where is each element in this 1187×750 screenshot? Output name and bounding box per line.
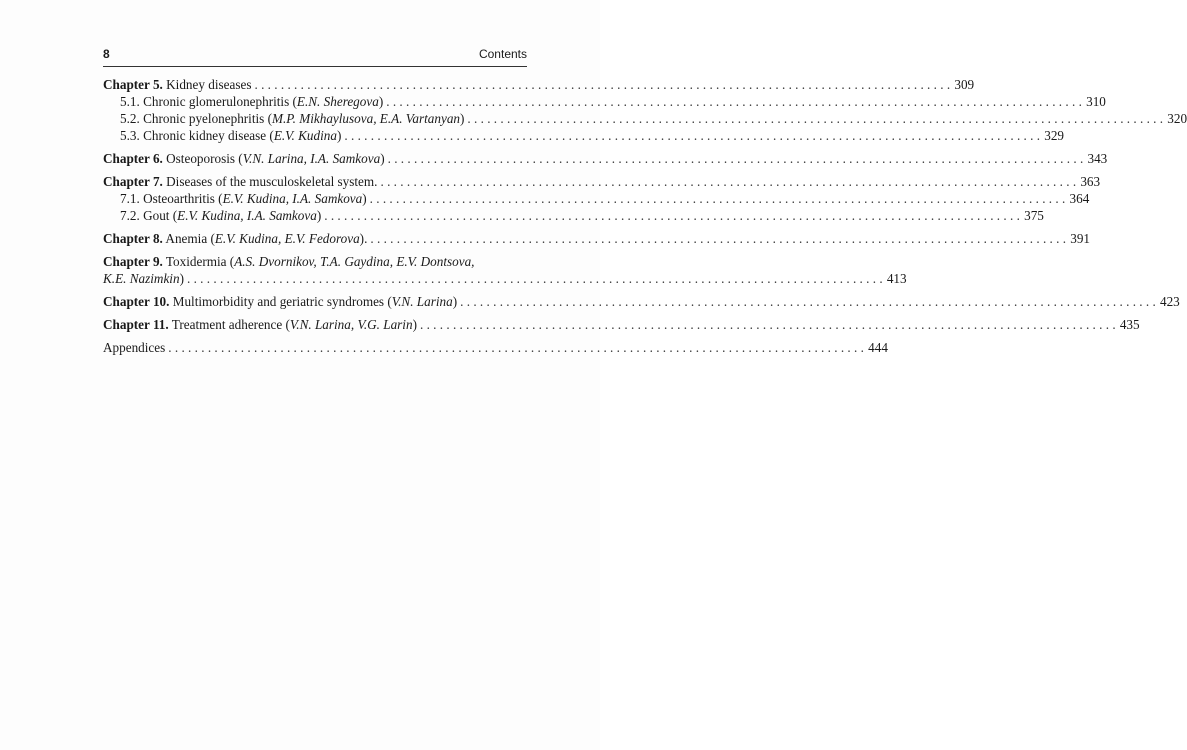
chapter-label: Chapter 6.: [103, 151, 163, 166]
section-title: 5.2. Chronic pyelonephritis (: [120, 111, 272, 126]
toc-group-appendices: [103, 339, 888, 356]
chapter-authors: A.S. Dvornikov, T.A. Gaydina, E.V. Dontsova,: [234, 254, 475, 269]
page-ref: 435: [1119, 317, 1140, 332]
toc-entry-chapter-11[interactable]: Chapter 11. Treatment adherence (V.N. Larina, V.G. Larin) . . . 435: [103, 316, 527, 333]
chapter-authors: V.N. Larina, I.A. Samkova: [242, 151, 381, 166]
leader-dots: [457, 293, 1158, 310]
chapter-label: Chapter 5.: [103, 77, 163, 92]
leader-dots: [464, 110, 1165, 127]
toc-group-chapter-5: [103, 76, 1187, 144]
toc-entry-chapter-10[interactable]: Chapter 10. Multimorbidity and geriatric syndromes (V.N. Larina) . . . 423: [103, 293, 527, 310]
chapter-label: Chapter 10.: [103, 294, 170, 309]
section-title: 7.1. Osteoarthritis (: [120, 191, 223, 206]
toc-entry-section-7-1[interactable]: 7.1. Osteoarthritis (E.V. Kudina, I.A. Samkova) . . . 364: [103, 190, 527, 207]
page-ref: 375: [1024, 208, 1044, 223]
toc-group-chapter-9: [103, 253, 907, 287]
toc-entry-chapter-8[interactable]: Chapter 8. Anemia (E.V. Kudina, E.V. Fedorova). . . . 391: [103, 230, 527, 247]
appendices-title: Appendices: [103, 340, 166, 355]
chapter-title: Multimorbidity and geriatric syndromes (: [172, 294, 392, 309]
leader-dots: [251, 76, 952, 93]
leader-dots: [165, 339, 866, 356]
toc-group-chapter-8: [103, 230, 1091, 247]
running-head: Contents: [478, 47, 527, 61]
chapter-label: Chapter 8.: [103, 231, 163, 246]
leader-dots: [367, 190, 1068, 207]
section-authors: E.V. Kudina, I.A. Samkova: [177, 208, 317, 223]
section-authors: E.V. Kudina: [273, 128, 337, 143]
toc-entry-chapter-5[interactable]: [103, 76, 975, 93]
toc-entry-chapter-6[interactable]: Chapter 6. Osteoporosis (V.N. Larina, I.A. Samkova) . . . 343: [103, 150, 527, 167]
page-ref: 310: [1086, 94, 1106, 109]
page-ref: 391: [1070, 231, 1091, 246]
section-authors: E.N. Sheregova: [296, 94, 379, 109]
chapter-label: Chapter 9.: [103, 254, 163, 269]
toc-group-chapter-10: [103, 293, 1180, 310]
page-ref: 329: [1044, 128, 1065, 143]
chapter-title: Anemia (: [165, 231, 215, 246]
page-ref: 343: [1087, 151, 1108, 166]
toc-entry-appendices[interactable]: [103, 339, 888, 356]
header-rule: [103, 66, 527, 67]
leader-dots: [184, 270, 885, 287]
toc-entry-section-7-2[interactable]: 7.2. Gout (E.V. Kudina, I.A. Samkova) . . . 375: [103, 207, 527, 224]
leader-dots: [321, 207, 1022, 224]
page-ref: 423: [1159, 294, 1180, 309]
chapter-authors: V.N. Larina, V.G. Larin: [289, 317, 413, 332]
page-ref: 320: [1167, 111, 1187, 126]
page-ref: 364: [1069, 191, 1090, 206]
leader-dots: [341, 127, 1042, 144]
toc-entry-chapter-9-line-1[interactable]: [103, 253, 527, 270]
leader-dots: [367, 230, 1068, 247]
chapter-title: Kidney diseases: [166, 77, 252, 92]
page-ref: 309: [954, 77, 975, 92]
toc-group-chapter-6: [103, 150, 1108, 167]
chapter-authors: E.V. Kudina, E.V. Fedorova: [214, 231, 360, 246]
section-title: 5.3. Chronic kidney disease (: [120, 128, 274, 143]
toc-entry-section-5-3[interactable]: 5.3. Chronic kidney disease (E.V. Kudina) . . . 329: [103, 127, 527, 144]
section-title: 5.1. Chronic glomerulonephritis (: [120, 94, 297, 109]
chapter-title: Diseases of the musculoskeletal system.: [166, 174, 378, 189]
section-title: 7.2. Gout (: [120, 208, 178, 223]
chapter-authors-continued: K.E. Nazimkin: [103, 271, 180, 286]
toc-group-chapter-7: [103, 173, 1101, 224]
chapter-label: Chapter 7.: [103, 174, 163, 189]
page-ref: 444: [868, 340, 888, 355]
page-number: 8: [103, 47, 110, 61]
section-authors: M.P. Mikhaylusova, E.A. Vartanyan: [272, 111, 461, 126]
section-authors: E.V. Kudina, I.A. Samkova: [222, 191, 363, 206]
chapter-label: Chapter 11.: [103, 317, 169, 332]
leader-dots: [385, 150, 1086, 167]
page-ref: 413: [886, 271, 907, 286]
leader-dots: [377, 173, 1078, 190]
toc-entry-section-5-1[interactable]: 5.1. Chronic glomerulonephritis (E.N. Sheregova) . . . 310: [103, 93, 527, 110]
chapter-title: Treatment adherence (: [171, 317, 290, 332]
leader-dots: [417, 316, 1118, 333]
chapter-authors: V.N. Larina: [391, 294, 453, 309]
toc-group-chapter-11: [103, 316, 1140, 333]
table-of-contents: [103, 76, 1187, 362]
page-header: [103, 47, 527, 63]
toc-entry-chapter-7[interactable]: [103, 173, 1101, 190]
chapter-title: Osteoporosis (: [166, 151, 243, 166]
toc-entry-section-5-2[interactable]: 5.2. Chronic pyelonephritis (M.P. Mikhaylusova, E.A. Vartanyan) . . . 320: [103, 110, 527, 127]
chapter-title: Toxidermia (: [165, 254, 235, 269]
page-ref: 363: [1080, 174, 1101, 189]
toc-entry-chapter-9-line-2[interactable]: K.E. Nazimkin) . . . 413: [103, 270, 527, 287]
leader-dots: [383, 93, 1084, 110]
